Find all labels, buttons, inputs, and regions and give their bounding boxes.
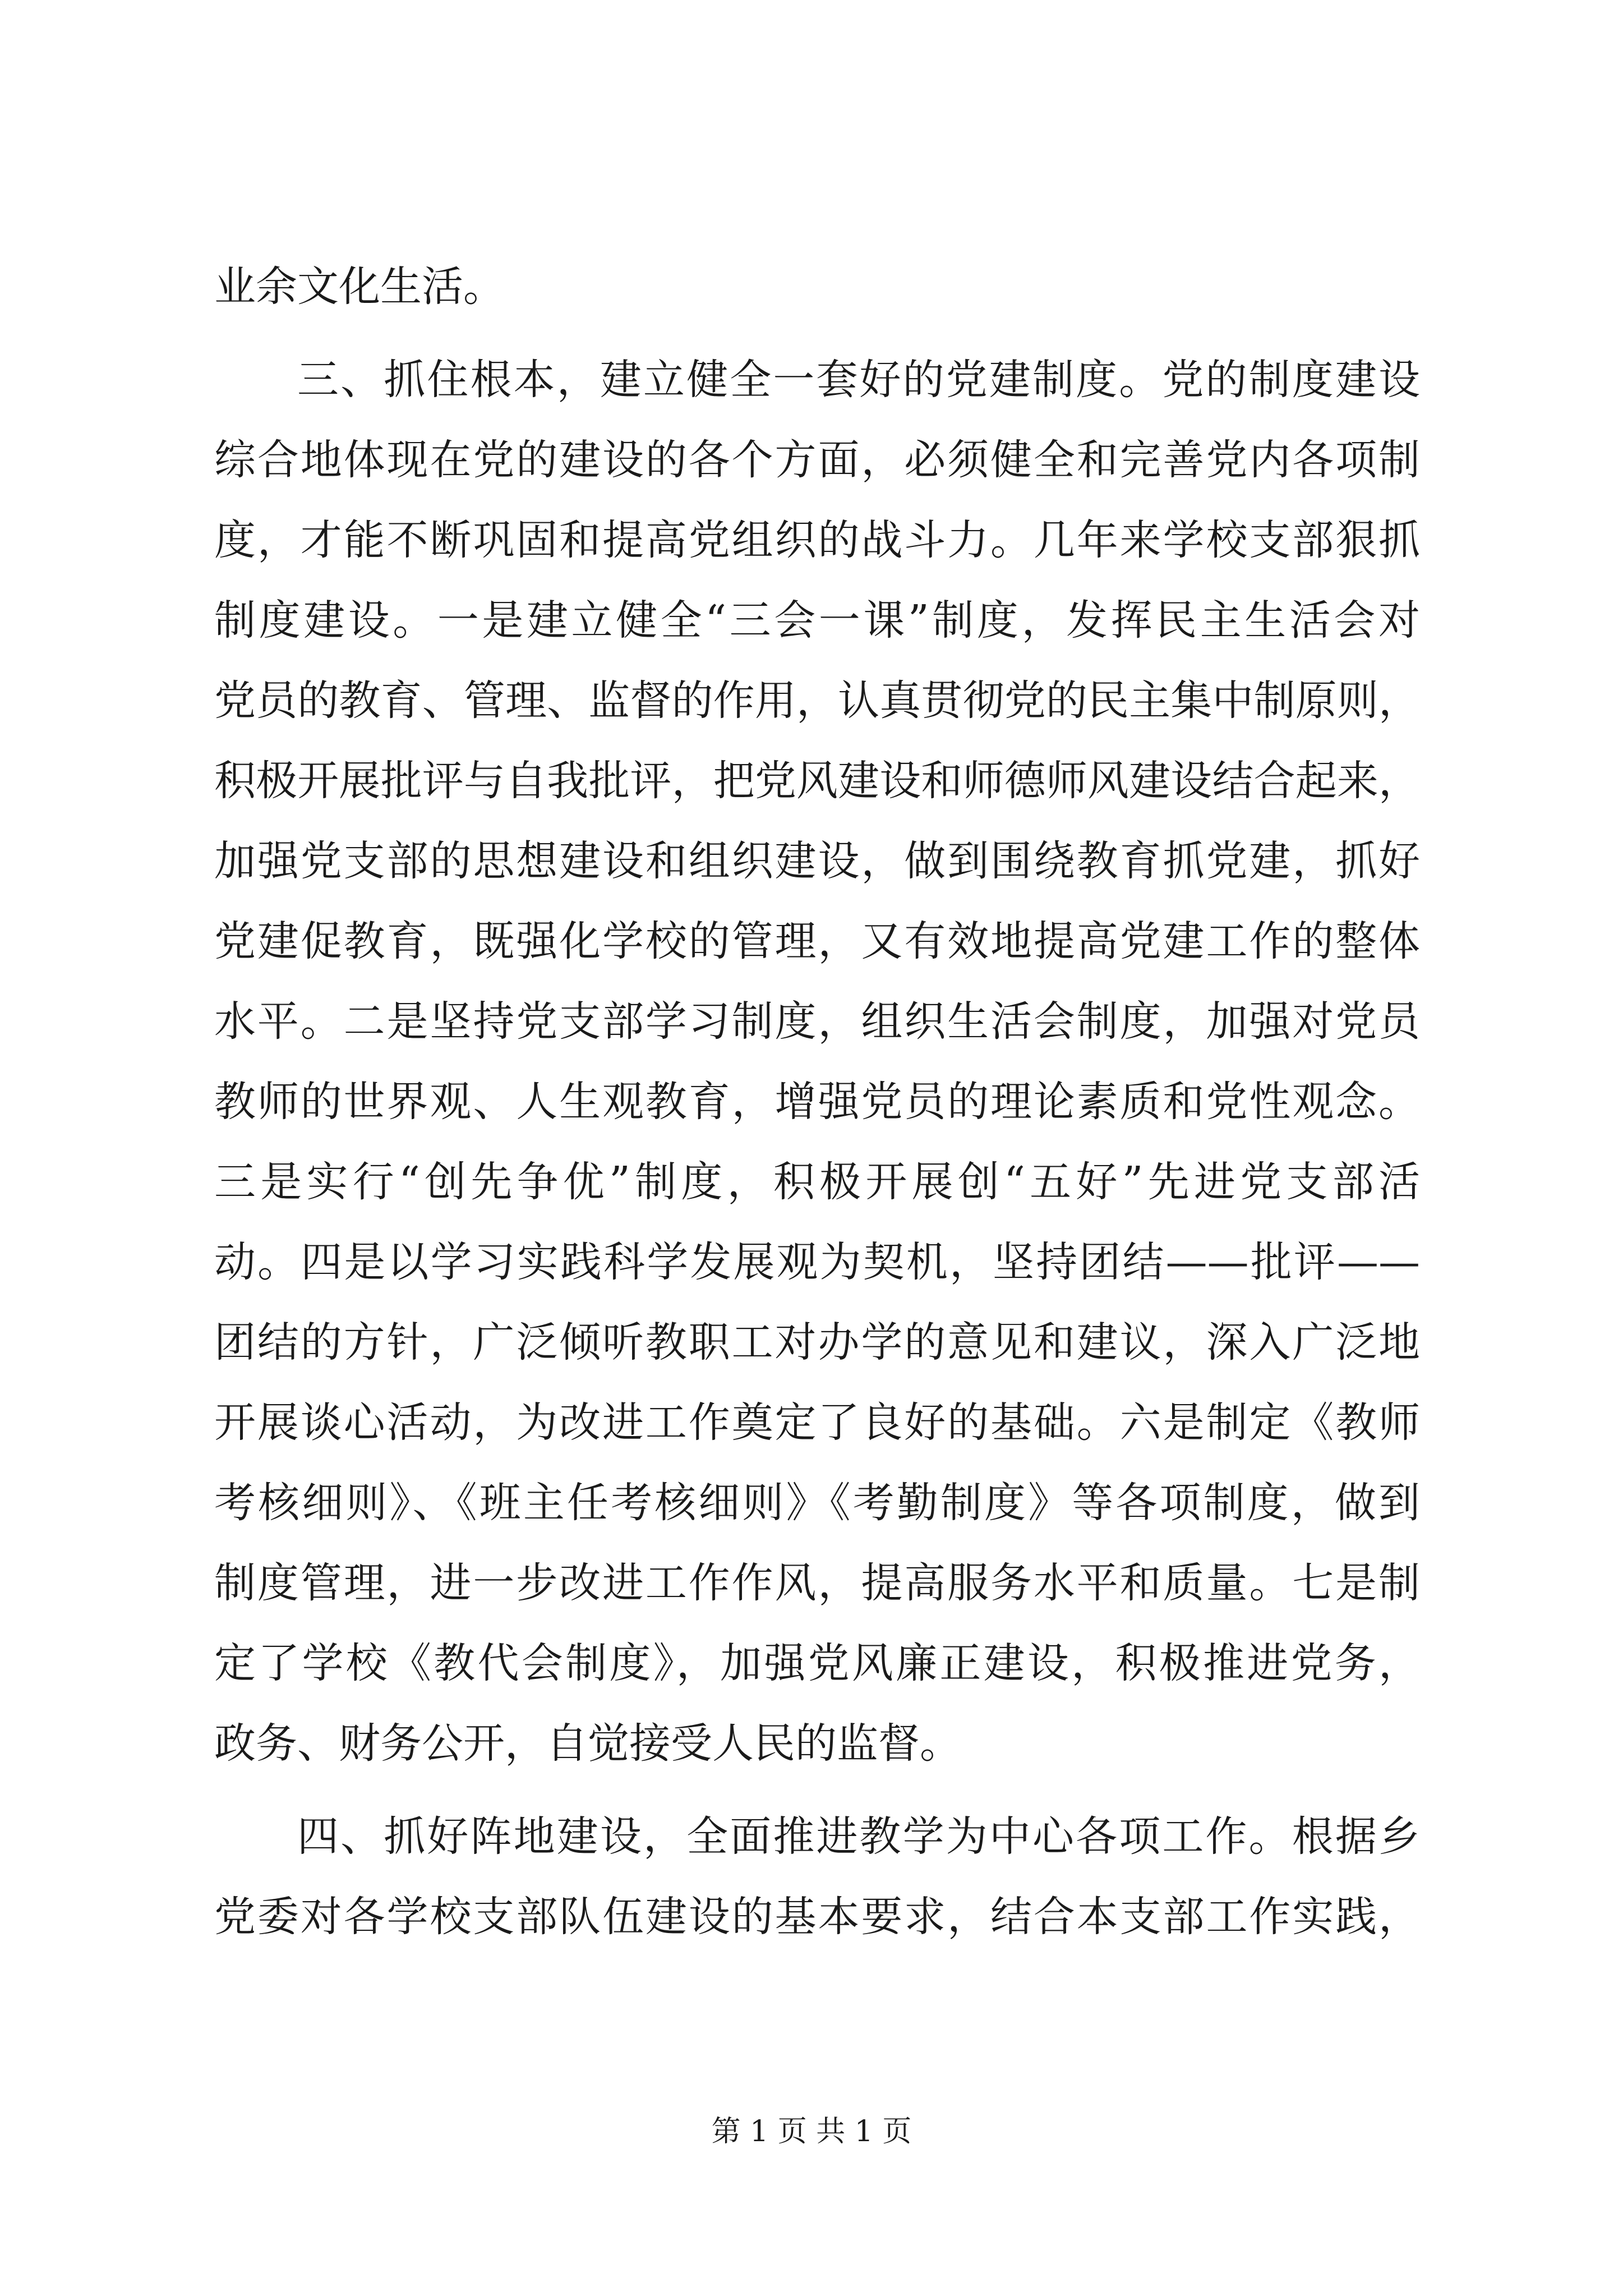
- text-line: 水平。二是坚持党支部学习制度，组织生活会制度，加强对党员: [214, 997, 1420, 1046]
- text-line: 四、抓好阵地建设，全面推进教学为中心各项工作。根据乡: [297, 1812, 1420, 1861]
- text-line: 三是实行“创先争优”制度，积极开展创“五好”先进党支部活: [214, 1158, 1420, 1206]
- paragraph-gap: [214, 1784, 1420, 1797]
- text-line: 积极开展批评与自我批评，把党风建设和师德师风建设结合起来，: [214, 757, 1420, 805]
- text-line: 党委对各学校支部队伍建设的基本要求，结合本支部工作实践，: [214, 1893, 1420, 1941]
- body-text: [214, 247, 1420, 1957]
- text-line: 制度管理，进一步改进工作作风，提高服务水平和质量。七是制: [214, 1559, 1420, 1607]
- text-line: 团结的方针，广泛倾听教职工对办学的意见和建议，深入广泛地: [214, 1318, 1420, 1366]
- text-line: 加强党支部的思想建设和组织建设，做到围绕教育抓党建，抓好: [214, 837, 1420, 885]
- text-line: 度，才能不断巩固和提高党组织的战斗力。几年来学校支部狠抓: [214, 516, 1420, 564]
- text-line: 制度建设。一是建立健全“三会一课”制度，发挥民主生活会对: [214, 596, 1420, 645]
- paragraph-gap: [214, 327, 1420, 340]
- text-line: 三、抓住根本，建立健全一套好的党建制度。党的制度建设: [297, 356, 1420, 404]
- text-line: 考核细则》、《班主任考核细则》《考勤制度》等各项制度，做到: [214, 1479, 1420, 1527]
- text-line: 党建促教育，既强化学校的管理，又有效地提高党建工作的整体: [214, 917, 1420, 965]
- text-line: 定了学校《教代会制度》，加强党风廉正建设，积极推进党务，: [214, 1639, 1420, 1687]
- text-line: 综合地体现在党的建设的各个方面，必须健全和完善党内各项制: [214, 436, 1420, 484]
- text-line: 开展谈心活动，为改进工作奠定了良好的基础。六是制定《教师: [214, 1398, 1420, 1447]
- text-line: 教师的世界观、人生观教育，增强党员的理论素质和党性观念。: [214, 1078, 1420, 1126]
- page-footer: 第 1 页 共 1 页: [711, 2115, 912, 2148]
- text-line: 党员的教育、管理、监督的作用，认真贯彻党的民主集中制原则，: [214, 677, 1420, 725]
- text-line: 业余文化生活。: [214, 263, 505, 311]
- text-line: 政务、财务公开，自觉接受人民的监督。: [214, 1719, 961, 1768]
- text-line: 动。四是以学习实践科学发展观为契机，坚持团结——批评——: [214, 1238, 1420, 1286]
